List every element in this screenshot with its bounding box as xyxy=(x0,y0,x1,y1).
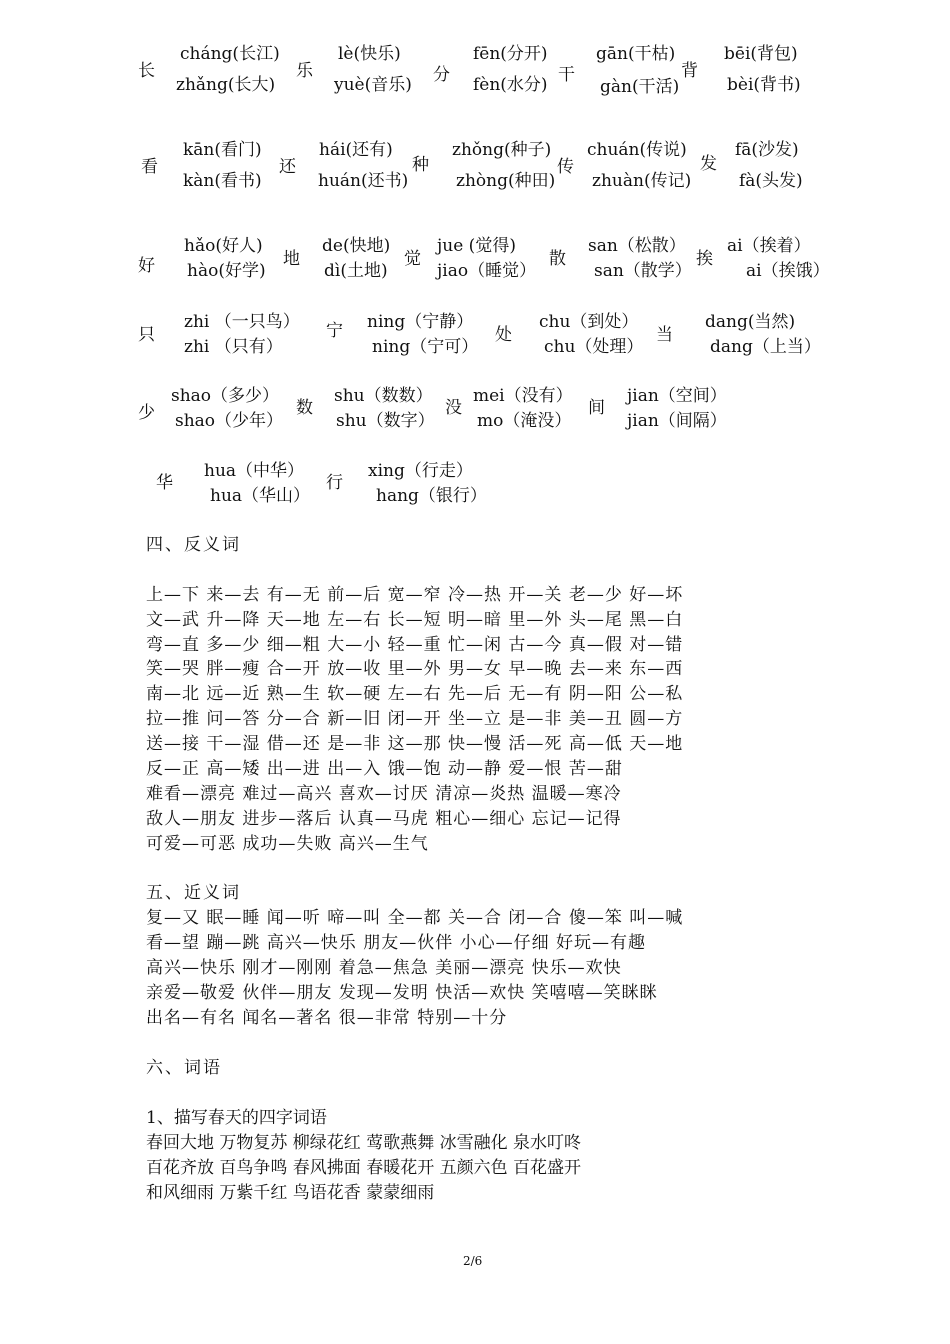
polyphone-reading: jian（间隔） xyxy=(627,411,727,431)
polyphone-reading: lè(快乐) xyxy=(338,44,401,64)
synonym-line: 亲爱—敬爱 伙伴—朋友 发现—发明 快活—欢快 笑嘻嘻—笑眯眯 xyxy=(146,983,658,1003)
polyphone-reading: hǎo(好人) xyxy=(184,236,263,256)
polyphone-char: 间 xyxy=(588,398,605,418)
polyphone-reading: san（散学） xyxy=(594,261,692,281)
polyphone-reading: dang（上当） xyxy=(710,337,821,357)
polyphone-char: 发 xyxy=(700,154,717,174)
polyphone-char: 行 xyxy=(326,473,343,493)
polyphone-reading: bēi(背包) xyxy=(724,44,798,64)
polyphone-reading: chu（处理） xyxy=(544,337,644,357)
polyphone-char: 长 xyxy=(138,61,155,81)
antonym-line: 拉—推 问—答 分—合 新—旧 闭—开 坐—立 是—非 美—丑 圆—方 xyxy=(146,709,684,729)
polyphone-reading: hang（银行） xyxy=(376,486,487,506)
polyphone-char: 挨 xyxy=(696,249,713,269)
antonym-line: 南—北 远—近 熟—生 软—硬 左—右 先—后 无—有 阴—阳 公—私 xyxy=(146,684,684,704)
idiom-line: 百花齐放 百鸟争鸣 春风拂面 春暖花开 五颜六色 百花盛开 xyxy=(146,1158,582,1178)
idiom-line: 和风细雨 万紫千红 鸟语花香 蒙蒙细雨 xyxy=(146,1183,435,1203)
antonym-line: 敌人—朋友 进步—落后 认真—马虎 粗心—细心 忘记—记得 xyxy=(146,809,622,829)
antonym-line: 反—正 高—矮 出—进 出—入 饿—饱 动—静 爱—恨 苦—甜 xyxy=(146,759,623,779)
page-number: 2/6 xyxy=(463,1254,483,1268)
section-heading-words: 六、词语 xyxy=(146,1058,222,1078)
polyphone-char: 看 xyxy=(141,157,158,177)
polyphone-char: 当 xyxy=(656,325,673,345)
polyphone-reading: hào(好学) xyxy=(187,261,266,281)
polyphone-char: 好 xyxy=(138,256,155,276)
polyphone-reading: xing（行走） xyxy=(368,461,473,481)
polyphone-reading: shao（多少） xyxy=(171,386,280,406)
subsection-heading-spring-idioms: 1、描写春天的四字词语 xyxy=(146,1108,327,1128)
polyphone-reading: gàn(干活) xyxy=(600,77,680,97)
polyphone-reading: ai（挨饿） xyxy=(746,261,830,281)
polyphone-reading: dì(土地) xyxy=(324,261,388,281)
polyphone-reading: ai（挨着） xyxy=(727,236,811,256)
polyphone-reading: hái(还有) xyxy=(319,140,393,160)
polyphone-reading: zhǒng(种子) xyxy=(452,140,552,160)
polyphone-reading: bèi(背书) xyxy=(727,75,801,95)
polyphone-reading: fà(头发) xyxy=(739,171,803,191)
polyphone-char: 背 xyxy=(681,61,698,81)
polyphone-reading: fā(沙发) xyxy=(735,140,799,160)
synonym-line: 高兴—快乐 刚才—刚刚 着急—焦急 美丽—漂亮 快乐—欢快 xyxy=(146,958,622,978)
polyphone-reading: zhi （只有） xyxy=(184,337,283,357)
polyphone-reading: kàn(看书) xyxy=(183,171,262,191)
polyphone-reading: shao（少年） xyxy=(175,411,284,431)
polyphone-reading: huán(还书) xyxy=(318,171,409,191)
polyphone-reading: chu（到处） xyxy=(539,312,639,332)
polyphone-reading: kān(看门) xyxy=(183,140,262,160)
polyphone-reading: jian（空间） xyxy=(627,386,727,406)
polyphone-reading: ning（宁静） xyxy=(367,312,474,332)
polyphone-char: 干 xyxy=(558,65,575,85)
antonym-line: 文—武 升—降 天—地 左—右 长—短 明—暗 里—外 头—尾 黑—白 xyxy=(146,610,684,630)
polyphone-char: 散 xyxy=(549,249,566,269)
polyphone-char: 华 xyxy=(156,473,173,493)
antonym-line: 送—接 干—湿 借—还 是—非 这—那 快—慢 活—死 高—低 天—地 xyxy=(146,734,684,754)
antonym-line: 笑—哭 胖—瘦 合—开 放—收 里—外 男—女 早—晚 去—来 东—西 xyxy=(146,659,684,679)
synonym-line: 复—又 眠—睡 闻—听 啼—叫 全—都 关—合 闭—合 傻—笨 叫—喊 xyxy=(146,908,684,928)
polyphone-reading: zhòng(种田) xyxy=(456,171,556,191)
synonym-line: 看—望 蹦—跳 高兴—快乐 朋友—伙伴 小心—仔细 好玩—有趣 xyxy=(146,933,647,953)
polyphone-reading: dang(当然) xyxy=(705,312,796,332)
polyphone-char: 数 xyxy=(296,398,313,418)
polyphone-reading: mei（没有） xyxy=(473,386,573,406)
polyphone-char: 没 xyxy=(445,398,462,418)
polyphone-reading: chuán(传说) xyxy=(587,140,687,160)
polyphone-reading: jue (觉得) xyxy=(437,236,516,256)
section-heading-synonyms: 五、近义词 xyxy=(146,883,241,903)
polyphone-char: 传 xyxy=(557,157,574,177)
antonym-line: 弯—直 多—少 细—粗 大—小 轻—重 忙—闲 古—今 真—假 对—错 xyxy=(146,635,684,655)
synonym-line: 出名—有名 闻名—著名 很—非常 特别—十分 xyxy=(146,1008,508,1028)
polyphone-reading: shu（数数） xyxy=(334,386,433,406)
idiom-line: 春回大地 万物复苏 柳绿花红 莺歌燕舞 冰雪融化 泉水叮咚 xyxy=(146,1133,582,1153)
polyphone-reading: jiao（睡觉） xyxy=(437,261,537,281)
polyphone-char: 地 xyxy=(283,249,300,269)
antonym-line: 难看—漂亮 难过—高兴 喜欢—讨厌 清凉—炎热 温暖—寒冷 xyxy=(146,784,622,804)
polyphone-reading: zhi （一只鸟） xyxy=(184,312,300,332)
polyphone-reading: de(快地) xyxy=(322,236,391,256)
polyphone-reading: zhuàn(传记) xyxy=(592,171,692,191)
polyphone-reading: zhǎng(长大) xyxy=(176,75,276,95)
polyphone-char: 分 xyxy=(433,65,450,85)
polyphone-reading: yuè(音乐) xyxy=(334,75,412,95)
polyphone-char: 宁 xyxy=(326,321,343,341)
section-heading-antonyms: 四、反义词 xyxy=(146,535,241,555)
polyphone-char: 处 xyxy=(495,325,512,345)
polyphone-reading: mo（淹没） xyxy=(477,411,572,431)
antonym-line: 可爱—可恶 成功—失败 高兴—生气 xyxy=(146,834,429,854)
polyphone-reading: shu（数字） xyxy=(336,411,435,431)
polyphone-reading: hua（华山） xyxy=(210,486,311,506)
polyphone-reading: ning（宁可） xyxy=(372,337,479,357)
polyphone-char: 还 xyxy=(279,157,296,177)
polyphone-reading: fèn(水分) xyxy=(473,75,548,95)
polyphone-char: 只 xyxy=(138,325,155,345)
polyphone-char: 觉 xyxy=(404,249,421,269)
antonym-line: 上—下 来—去 有—无 前—后 宽—窄 冷—热 开—关 老—少 好—坏 xyxy=(146,585,684,605)
polyphone-char: 乐 xyxy=(296,61,313,81)
polyphone-char: 少 xyxy=(138,403,155,423)
polyphone-reading: hua（中华） xyxy=(204,461,305,481)
polyphone-reading: cháng(长江) xyxy=(180,44,280,64)
polyphone-reading: san（松散） xyxy=(588,236,686,256)
polyphone-reading: fēn(分开) xyxy=(473,44,548,64)
polyphone-char: 种 xyxy=(412,155,429,175)
polyphone-reading: gān(干枯) xyxy=(596,44,676,64)
